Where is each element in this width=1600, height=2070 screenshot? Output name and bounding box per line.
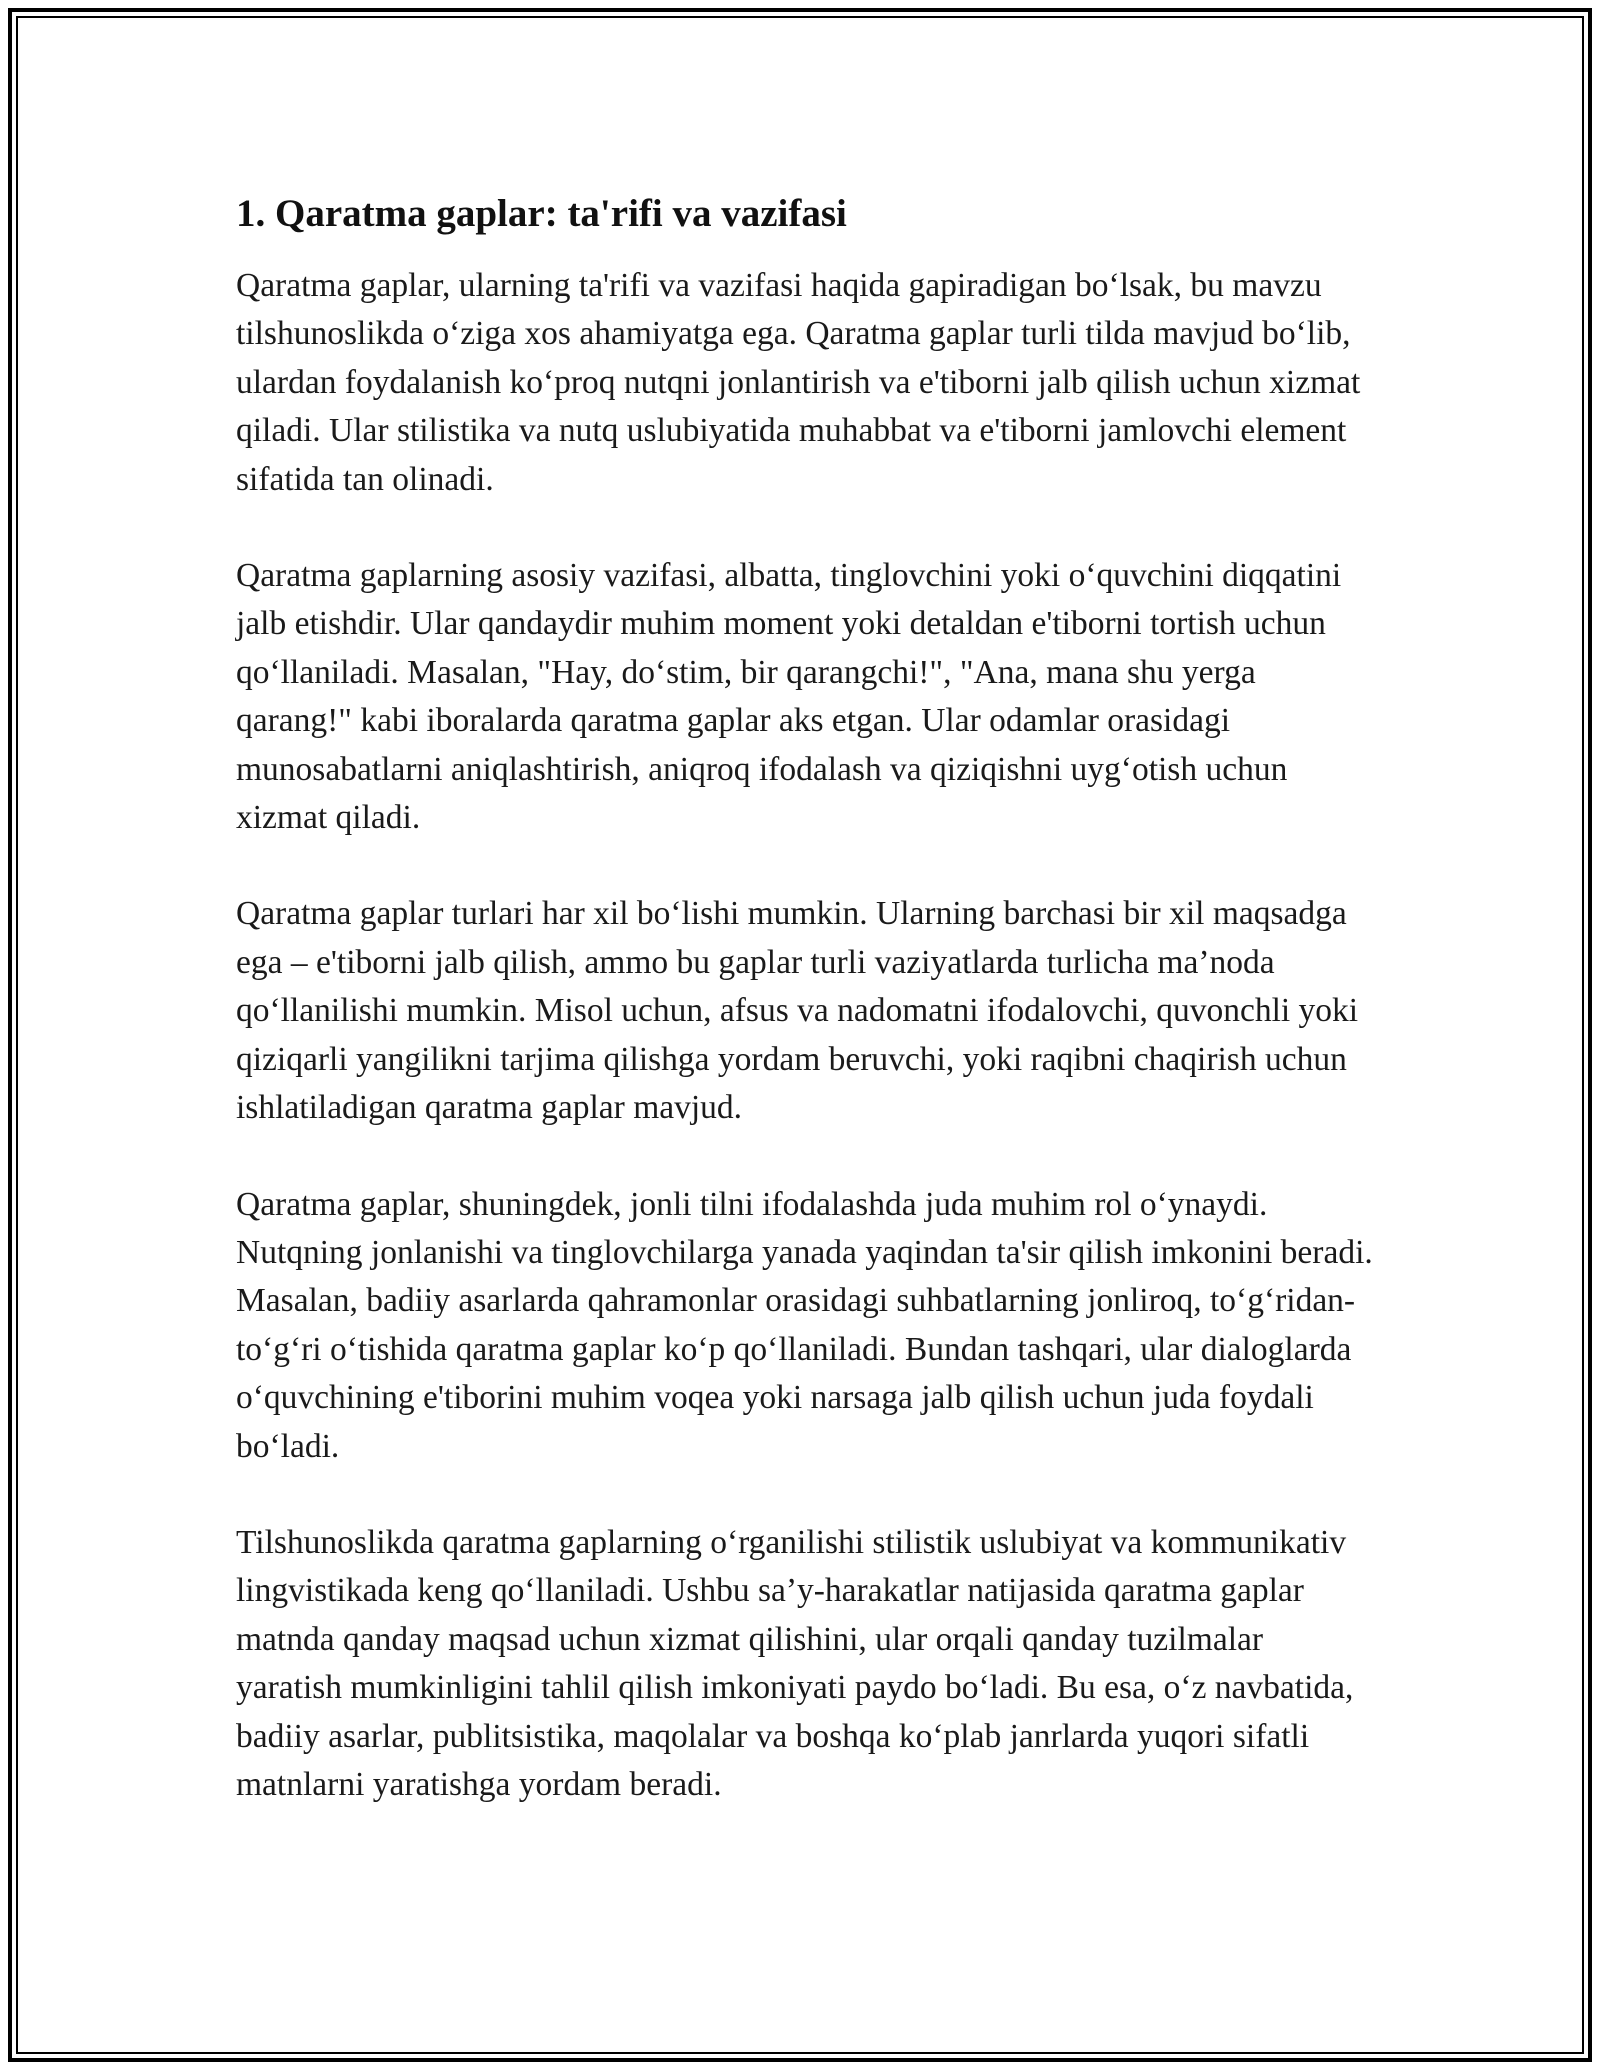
paragraph-5: Tilshunoslikda qaratma gaplarning o‘rganilishi stilistik uslubiyat va kommunikativ lingvistikada keng qo‘llaniladi. Ushbu sa’y-harakatlar natijasida qaratma gaplar matnda qanday maqsad uchun xizmat qilishini, ular orqali qanday tuzilmalar yaratish mumkinligini tahlil qilish imkoniyati paydo bo‘ladi. Bu esa, o‘z navbatida, badiiy asarlar, publitsistika, maqolalar va boshqa ko‘plab janrlarda yuqori sifatli matnlarni yaratishga yordam beradi. [236, 1523, 1354, 1803]
paragraph-4: Qaratma gaplar, shuningdek, jonli tilni ifodalashda juda muhim rol o‘ynaydi. Nutqning jonlanishi va tinglovchilarga yanada yaqindan ta'sir qilish imkonini beradi. Masalan, badiiy asarlarda qahramonlar orasidagi suhbatlarning jonliroq, to‘g‘ridan-to‘g‘ri o‘tishida qaratma gaplar ko‘p qo‘llaniladi. Bundan tashqari, ular dialoglarda o‘quvchining e'tiborini muhim voqea yoki narsaga jalb qilish uchun juda foydali bo‘ladi. [236, 1185, 1373, 1465]
paragraph-2: Qaratma gaplarning asosiy vazifasi, albatta, tinglovchini yoki o‘quvchini diqqatini jalb etishdir. Ular qandaydir muhim moment yoki detaldan e'tiborni tortish uchun qo‘llaniladi. Masalan, "Hay, do‘stim, bir qarangchi!", "Ana, mana shu yerga qarang!" kabi iboralarda qaratma gaplar aks etgan. Ular odamlar orasidagi munosabatlarni aniqlashtirish, aniqroq ifodalash va qiziqishni uyg‘otish uchun xizmat qiladi. [236, 557, 1342, 837]
paragraph-3: Qaratma gaplar turlari har xil bo‘lishi mumkin. Ularning barchasi bir xil maqsadga ega – e'tiborni jalb qilish, ammo bu gaplar turli vaziyatlarda turlicha ma’noda qo‘llanilishi mumkin. Misol uchun, afsus va nadomatni ifodalovchi, quvonchli yoki qiziqarli yangilikni tarjima qilishga yordam beruvchi, yoki raqibni chaqirish uchun ishlatiladigan qaratma gaplar mavjud. [236, 895, 1359, 1127]
paragraph-1: Qaratma gaplar, ularning ta'rifi va vazifasi haqida gapiradigan bo‘lsak, bu mavzu tilshunoslikda o‘ziga xos ahamiyatga ega. Qaratma gaplar turli tilda mavjud bo‘lib, ulardan foydalanish ko‘proq nutqni jonlantirish va e'tiborni jalb qilish uchun xizmat qiladi. Ular stilistika va nutq uslubiyatida muhabbat va e'tiborni jamlovchi element sifatida tan olinadi. [236, 267, 1361, 498]
document-body [236, 186, 1376, 1857]
document-title: 1. Qaratma gaplar: ta'rifi va vazifasi [236, 192, 847, 235]
